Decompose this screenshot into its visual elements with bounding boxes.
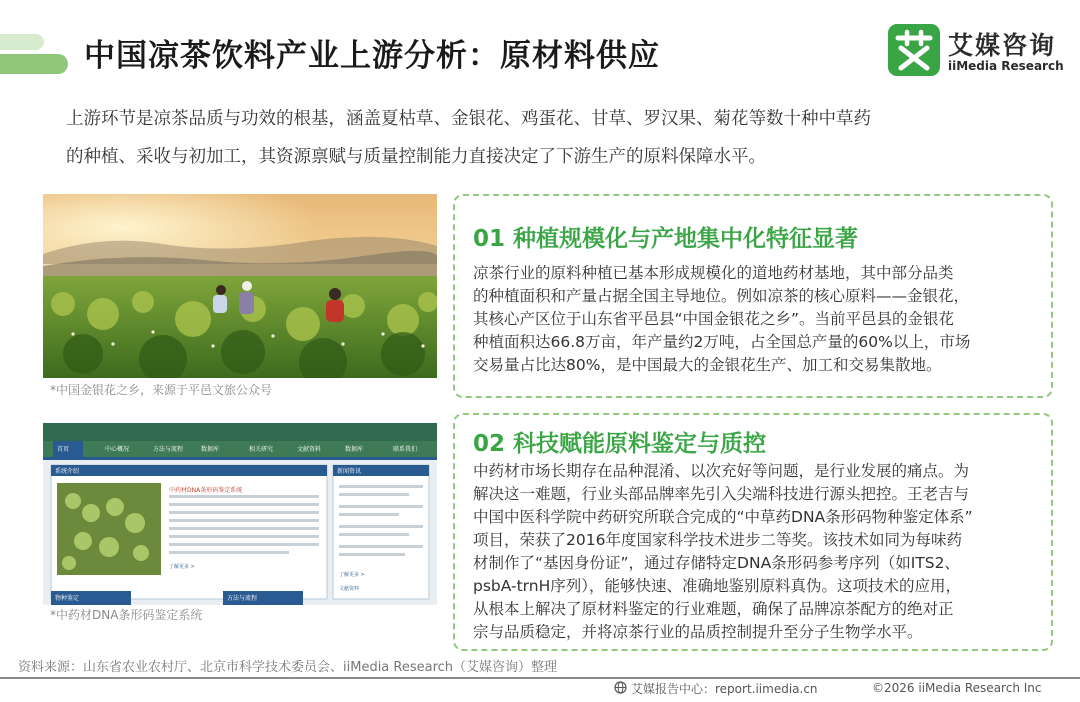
card-line: 项目，荣获了2016年度国家科学技术进步二等奖。该技术如同为每味药 — [473, 531, 962, 549]
card-line: 从根本上解决了原材料鉴定的行业难题，确保了品牌凉茶配方的绝对正 — [473, 600, 954, 618]
intro-paragraph — [66, 100, 1026, 176]
page-title: 中国凉茶饮料产业上游分析：原材料供应 — [84, 38, 660, 74]
card-line: 解决这一难题，行业头部品牌率先引入尖端科技进行源头把控。王老吉与 — [473, 485, 970, 503]
logo-english-name: iiMedia Research — [948, 59, 1064, 73]
web-nav-item[interactable]: 文献资料 — [297, 446, 322, 453]
footer-copyright: ©2026 iiMedia Research Inc — [872, 681, 1042, 695]
intro-line: 上游环节是凉茶品质与功效的根基，涵盖夏枯草、金银花、鸡蛋花、甘草、罗汉果、菊花等数十种中草药 — [66, 109, 871, 129]
card-line: 材制作了“基因身份证”，通过存储特定DNA条形码参考序列（如ITS2、 — [473, 554, 960, 572]
decor-pill-dark — [0, 54, 68, 74]
card-line: 交易量占比达80%，是中国最大的金银花生产、加工和交易集散地。 — [473, 356, 942, 374]
web-left-title: 系统介绍 — [55, 468, 80, 475]
web-nav-item[interactable]: 方法与流程 — [153, 446, 184, 453]
card-number: 02 — [473, 431, 506, 457]
card-line: 宗与品质稳定，并将凉茶行业的品质控制提升至分子生物学水平。 — [473, 623, 923, 641]
footer-report-link[interactable]: 艾媒报告中心：report.iimedia.cn — [631, 682, 818, 696]
footer-divider — [0, 677, 1080, 679]
source-note: 资料来源：山东省农业农村厅、北京市科学技术委员会、iiMedia Research（艾媒咨询）整理 — [18, 660, 558, 675]
dna-barcode-website-screenshot — [43, 423, 437, 605]
card-line: 的种植面积和产量占据全国主导地位。例如凉茶的核心原料——金银花， — [473, 287, 970, 305]
logo-chinese-name: 艾媒咨询 — [948, 31, 1057, 60]
web-left-heading: 中药材DNA条形码鉴定系统 — [169, 487, 243, 494]
web-left-more-link[interactable]: 了解更多 > — [169, 564, 195, 570]
card-line: 中国中医科学院中药研究所联合完成的“中草药DNA条形码物种鉴定体系” — [473, 508, 973, 526]
web-right-more-link[interactable]: 了解更多 > — [339, 572, 365, 578]
footer-report-center[interactable] — [614, 680, 818, 697]
web-caption: *中药材DNA条形码鉴定系统 — [50, 608, 203, 622]
intro-line: 的种植、采收与初加工，其资源禀赋与质量控制能力直接决定了下游生产的原料保障水平。 — [66, 147, 766, 167]
web-nav-item[interactable]: 相关研究 — [249, 446, 274, 453]
card-line: 其核心产区位于山东省平邑县“中国金银花之乡”。当前平邑县的金银花 — [473, 310, 955, 328]
web-nav-item[interactable]: 数据库 — [201, 446, 220, 453]
card-body — [473, 460, 1043, 644]
card-technology — [453, 413, 1053, 651]
card-heading: 科技赋能原料鉴定与质控 — [513, 431, 767, 457]
web-nav-item[interactable]: 首页 — [57, 446, 70, 453]
web-nav-item[interactable]: 数据库 — [345, 446, 364, 453]
brand-logo — [888, 24, 1068, 78]
card-title — [473, 425, 766, 458]
card-heading: 种植规模化与产地集中化特征显著 — [513, 226, 859, 252]
decor-pill-light — [0, 34, 44, 50]
card-line: 中药材市场长期存在品种混淆、以次充好等问题，是行业发展的痛点。为 — [473, 462, 970, 480]
card-planting — [453, 194, 1053, 398]
card-body — [473, 262, 1043, 377]
card-line: 凉茶行业的原料种植已基本形成规模化的道地药材基地，其中部分品类 — [473, 264, 954, 282]
web-right-title: 新闻资讯 — [337, 468, 362, 475]
web-bottom-mid-tab: 方法与流程 — [227, 595, 258, 602]
globe-icon — [614, 681, 627, 697]
card-line: psbA-trnH序列），能够快速、准确地鉴别原料真伪。这项技术的应用， — [473, 577, 962, 595]
photo-caption: *中国金银花之乡，来源于平邑文旅公众号 — [50, 383, 273, 397]
web-right-bottom-label: 文献资料 — [339, 586, 360, 592]
web-bottom-left-tab: 物种鉴定 — [55, 595, 80, 602]
card-line: 种植面积达66.8万亩，年产量约2万吨，占全国总产量的60%以上，市场 — [473, 333, 971, 351]
honeysuckle-field-photo — [43, 194, 437, 378]
logo-mark-icon — [888, 24, 940, 76]
card-title — [473, 220, 858, 253]
card-number: 01 — [473, 226, 506, 252]
web-nav-item[interactable]: 联系我们 — [393, 446, 418, 453]
web-nav-item[interactable]: 中心概况 — [105, 446, 130, 453]
